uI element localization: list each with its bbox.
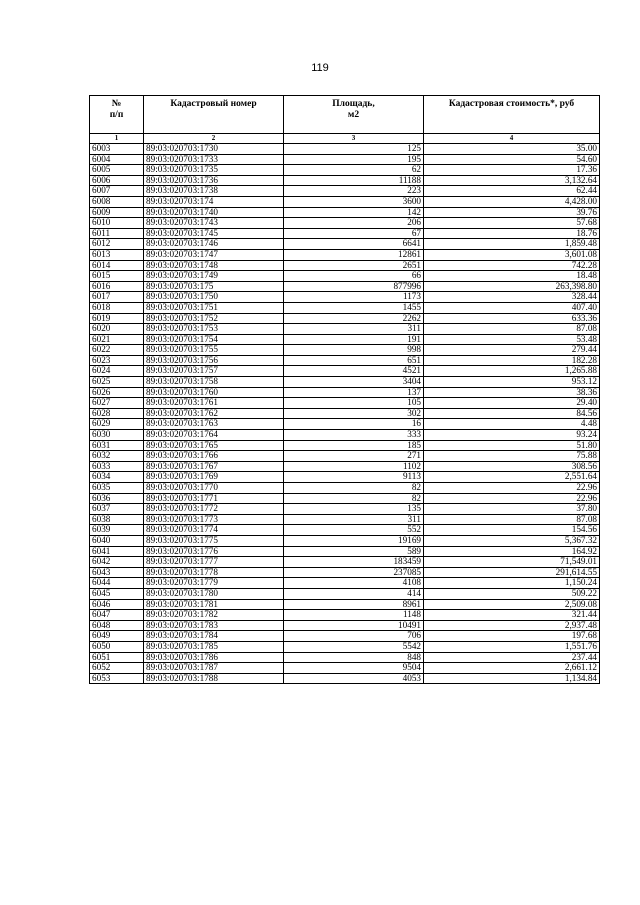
- table-row: [90, 419, 600, 430]
- table-row: [90, 588, 600, 599]
- row-number: 6011: [90, 228, 144, 239]
- cadastral-number: 89:03:020703:1745: [144, 228, 284, 239]
- cadastral-number: 89:03:020703:1764: [144, 430, 284, 441]
- header-cadastral-cost-label: Кадастровая стоимость*, руб: [448, 99, 575, 109]
- area-value: 651: [284, 355, 424, 366]
- table-row: [90, 345, 600, 356]
- table-row: [90, 377, 600, 388]
- header-row: [90, 96, 600, 134]
- area-value: 998: [284, 345, 424, 356]
- row-number: 6009: [90, 207, 144, 218]
- cadastral-table: [89, 95, 600, 684]
- cadastral-number: 89:03:020703:174: [144, 196, 284, 207]
- area-value: 8961: [284, 599, 424, 610]
- column-number-4: 4: [424, 134, 600, 144]
- table-row: [90, 451, 600, 462]
- cost-value: 154.56: [424, 525, 600, 536]
- row-number: 6017: [90, 292, 144, 303]
- table-row: [90, 387, 600, 398]
- cost-value: 263,398.80: [424, 281, 600, 292]
- cadastral-number: 89:03:020703:1762: [144, 408, 284, 419]
- table-row: [90, 461, 600, 472]
- area-value: 414: [284, 588, 424, 599]
- area-value: 3404: [284, 377, 424, 388]
- table-row: [90, 493, 600, 504]
- cost-value: 53.48: [424, 334, 600, 345]
- cost-value: 29.40: [424, 398, 600, 409]
- cadastral-number: 89:03:020703:1786: [144, 652, 284, 663]
- cost-value: 87.08: [424, 324, 600, 335]
- area-value: 848: [284, 652, 424, 663]
- cadastral-number: 89:03:020703:1773: [144, 514, 284, 525]
- cadastral-number: 89:03:020703:1754: [144, 334, 284, 345]
- table-row: [90, 313, 600, 324]
- cadastral-number: 89:03:020703:1788: [144, 673, 284, 684]
- cadastral-number: 89:03:020703:1750: [144, 292, 284, 303]
- table-row: [90, 408, 600, 419]
- cost-value: 3,601.08: [424, 249, 600, 260]
- area-value: 9504: [284, 663, 424, 674]
- table-row: [90, 557, 600, 568]
- cadastral-number: 89:03:020703:1781: [144, 599, 284, 610]
- row-number: 6042: [90, 557, 144, 568]
- cost-value: 182.28: [424, 355, 600, 366]
- cost-value: 321.44: [424, 610, 600, 621]
- cost-value: 75.88: [424, 451, 600, 462]
- row-number: 6014: [90, 260, 144, 271]
- cost-value: 84.56: [424, 408, 600, 419]
- row-number: 6026: [90, 387, 144, 398]
- table-row: [90, 641, 600, 652]
- row-number: 6007: [90, 186, 144, 197]
- row-number: 6012: [90, 239, 144, 250]
- area-value: 4108: [284, 578, 424, 589]
- table-row: [90, 504, 600, 515]
- cost-value: 953.12: [424, 377, 600, 388]
- cadastral-number: 89:03:020703:1736: [144, 175, 284, 186]
- cost-value: 197.68: [424, 631, 600, 642]
- row-number: 6015: [90, 271, 144, 282]
- area-value: 12861: [284, 249, 424, 260]
- area-value: 10491: [284, 620, 424, 631]
- cadastral-number: 89:03:020703:1730: [144, 144, 284, 155]
- table-row: [90, 228, 600, 239]
- area-value: 195: [284, 154, 424, 165]
- cadastral-number: 89:03:020703:1769: [144, 472, 284, 483]
- area-value: 877996: [284, 281, 424, 292]
- area-value: 3600: [284, 196, 424, 207]
- cadastral-number: 89:03:020703:1738: [144, 186, 284, 197]
- area-value: 4053: [284, 673, 424, 684]
- cost-value: 87.08: [424, 514, 600, 525]
- table-row: [90, 249, 600, 260]
- area-value: 223: [284, 186, 424, 197]
- table-row: [90, 324, 600, 335]
- header-area-label: Площадь, м2: [332, 99, 375, 120]
- row-number: 6016: [90, 281, 144, 292]
- cadastral-number: 89:03:020703:1748: [144, 260, 284, 271]
- area-value: 2651: [284, 260, 424, 271]
- row-number: 6044: [90, 578, 144, 589]
- table-row: [90, 514, 600, 525]
- table-body: [90, 144, 600, 684]
- cost-value: 39.76: [424, 207, 600, 218]
- cadastral-number: 89:03:020703:1749: [144, 271, 284, 282]
- cost-value: 509.22: [424, 588, 600, 599]
- row-number: 6043: [90, 567, 144, 578]
- cost-value: 57.68: [424, 218, 600, 229]
- table-row: [90, 578, 600, 589]
- area-value: 9113: [284, 472, 424, 483]
- table-row: [90, 355, 600, 366]
- row-number: 6020: [90, 324, 144, 335]
- row-number: 6035: [90, 483, 144, 494]
- cost-value: 22.96: [424, 483, 600, 494]
- table-row: [90, 271, 600, 282]
- cadastral-number: 89:03:020703:1771: [144, 493, 284, 504]
- table-row: [90, 663, 600, 674]
- cost-value: 1,150.24: [424, 578, 600, 589]
- cost-value: 35.00: [424, 144, 600, 155]
- cadastral-number: 89:03:020703:1787: [144, 663, 284, 674]
- area-value: 16: [284, 419, 424, 430]
- area-value: 6641: [284, 239, 424, 250]
- area-value: 142: [284, 207, 424, 218]
- area-value: 82: [284, 493, 424, 504]
- cadastral-number: 89:03:020703:1733: [144, 154, 284, 165]
- cost-value: 164.92: [424, 546, 600, 557]
- row-number: 6030: [90, 430, 144, 441]
- table-row: [90, 165, 600, 176]
- cadastral-number: 89:03:020703:1735: [144, 165, 284, 176]
- table-row: [90, 196, 600, 207]
- table-row: [90, 186, 600, 197]
- cost-value: 2,551.64: [424, 472, 600, 483]
- area-value: 11188: [284, 175, 424, 186]
- cadastral-number: 89:03:020703:1760: [144, 387, 284, 398]
- column-number-2: 2: [144, 134, 284, 144]
- table-row: [90, 334, 600, 345]
- row-number: 6008: [90, 196, 144, 207]
- table-row: [90, 154, 600, 165]
- row-number: 6027: [90, 398, 144, 409]
- row-number: 6046: [90, 599, 144, 610]
- cost-value: 1,551.76: [424, 641, 600, 652]
- row-number: 6034: [90, 472, 144, 483]
- row-number: 6053: [90, 673, 144, 684]
- cost-value: 17.36: [424, 165, 600, 176]
- area-value: 82: [284, 483, 424, 494]
- area-value: 237085: [284, 567, 424, 578]
- cadastral-number: 89:03:020703:1772: [144, 504, 284, 515]
- cadastral-number: 89:03:020703:1766: [144, 451, 284, 462]
- cost-value: 633.36: [424, 313, 600, 324]
- table-row: [90, 292, 600, 303]
- area-value: 19169: [284, 535, 424, 546]
- area-value: 311: [284, 514, 424, 525]
- table-row: [90, 398, 600, 409]
- area-value: 302: [284, 408, 424, 419]
- area-value: 67: [284, 228, 424, 239]
- area-value: 135: [284, 504, 424, 515]
- area-value: 589: [284, 546, 424, 557]
- area-value: 191: [284, 334, 424, 345]
- area-value: 137: [284, 387, 424, 398]
- row-number: 6036: [90, 493, 144, 504]
- row-number: 6019: [90, 313, 144, 324]
- row-number: 6024: [90, 366, 144, 377]
- area-value: 1102: [284, 461, 424, 472]
- cadastral-number: 89:03:020703:1783: [144, 620, 284, 631]
- cadastral-number: 89:03:020703:1753: [144, 324, 284, 335]
- cadastral-number: 89:03:020703:1767: [144, 461, 284, 472]
- table-row: [90, 535, 600, 546]
- header-number-label: № п/п: [109, 99, 124, 120]
- cadastral-number: 89:03:020703:175: [144, 281, 284, 292]
- header-cadastral-cost: [424, 96, 600, 134]
- row-number: 6025: [90, 377, 144, 388]
- table-row: [90, 652, 600, 663]
- row-number: 6032: [90, 451, 144, 462]
- row-number: 6038: [90, 514, 144, 525]
- table-row: [90, 483, 600, 494]
- row-number: 6045: [90, 588, 144, 599]
- cadastral-number: 89:03:020703:1756: [144, 355, 284, 366]
- cost-value: 71,549.01: [424, 557, 600, 568]
- cadastral-number: 89:03:020703:1775: [144, 535, 284, 546]
- row-number: 6037: [90, 504, 144, 515]
- header-number: [90, 96, 144, 134]
- cost-value: 93.24: [424, 430, 600, 441]
- cost-value: 279.44: [424, 345, 600, 356]
- table-row: [90, 673, 600, 684]
- cost-value: 3,132.64: [424, 175, 600, 186]
- cadastral-number: 89:03:020703:1743: [144, 218, 284, 229]
- area-value: 185: [284, 440, 424, 451]
- row-number: 6023: [90, 355, 144, 366]
- cadastral-number: 89:03:020703:1779: [144, 578, 284, 589]
- table-row: [90, 567, 600, 578]
- area-value: 1173: [284, 292, 424, 303]
- area-value: 125: [284, 144, 424, 155]
- header-cadastral-number: [144, 96, 284, 134]
- cadastral-number: 89:03:020703:1752: [144, 313, 284, 324]
- area-value: 706: [284, 631, 424, 642]
- cadastral-number: 89:03:020703:1774: [144, 525, 284, 536]
- area-value: 1455: [284, 302, 424, 313]
- cadastral-number: 89:03:020703:1757: [144, 366, 284, 377]
- area-value: 66: [284, 271, 424, 282]
- cadastral-number: 89:03:020703:1785: [144, 641, 284, 652]
- row-number: 6051: [90, 652, 144, 663]
- table-row: [90, 366, 600, 377]
- header-cadastral-number-label: Кадастровый номер: [170, 99, 257, 109]
- cost-value: 2,937.48: [424, 620, 600, 631]
- area-value: 183459: [284, 557, 424, 568]
- row-number: 6010: [90, 218, 144, 229]
- cadastral-number: 89:03:020703:1778: [144, 567, 284, 578]
- table-row: [90, 472, 600, 483]
- cost-value: 328.44: [424, 292, 600, 303]
- row-number: 6040: [90, 535, 144, 546]
- cadastral-number: 89:03:020703:1782: [144, 610, 284, 621]
- cost-value: 237.44: [424, 652, 600, 663]
- row-number: 6048: [90, 620, 144, 631]
- cadastral-number: 89:03:020703:1777: [144, 557, 284, 568]
- cost-value: 18.48: [424, 271, 600, 282]
- area-value: 271: [284, 451, 424, 462]
- cost-value: 1,859.48: [424, 239, 600, 250]
- area-value: 105: [284, 398, 424, 409]
- cadastral-number: 89:03:020703:1740: [144, 207, 284, 218]
- table-row: [90, 631, 600, 642]
- cost-value: 2,661.12: [424, 663, 600, 674]
- area-value: 62: [284, 165, 424, 176]
- row-number: 6031: [90, 440, 144, 451]
- row-number: 6021: [90, 334, 144, 345]
- row-number: 6003: [90, 144, 144, 155]
- table-row: [90, 239, 600, 250]
- cost-value: 2,509.08: [424, 599, 600, 610]
- cost-value: 308.56: [424, 461, 600, 472]
- area-value: 5542: [284, 641, 424, 652]
- cost-value: 54.60: [424, 154, 600, 165]
- cost-value: 4,428.00: [424, 196, 600, 207]
- cadastral-number: 89:03:020703:1747: [144, 249, 284, 260]
- cadastral-number: 89:03:020703:1746: [144, 239, 284, 250]
- table-row: [90, 207, 600, 218]
- table-row: [90, 175, 600, 186]
- row-number: 6013: [90, 249, 144, 260]
- cadastral-number: 89:03:020703:1784: [144, 631, 284, 642]
- cadastral-number: 89:03:020703:1770: [144, 483, 284, 494]
- cadastral-number: 89:03:020703:1761: [144, 398, 284, 409]
- cost-value: 22.96: [424, 493, 600, 504]
- row-number: 6047: [90, 610, 144, 621]
- area-value: 206: [284, 218, 424, 229]
- cadastral-number: 89:03:020703:1763: [144, 419, 284, 430]
- cost-value: 62.44: [424, 186, 600, 197]
- row-number: 6029: [90, 419, 144, 430]
- column-number-3: 3: [284, 134, 424, 144]
- row-number: 6050: [90, 641, 144, 652]
- table-header: [90, 96, 600, 144]
- row-number: 6018: [90, 302, 144, 313]
- column-number-1: 1: [90, 134, 144, 144]
- row-number: 6004: [90, 154, 144, 165]
- cadastral-number: 89:03:020703:1776: [144, 546, 284, 557]
- column-number-row: [90, 134, 600, 144]
- row-number: 6022: [90, 345, 144, 356]
- table-row: [90, 430, 600, 441]
- cadastral-number: 89:03:020703:1765: [144, 440, 284, 451]
- area-value: 552: [284, 525, 424, 536]
- table-row: [90, 620, 600, 631]
- table-row: [90, 599, 600, 610]
- row-number: 6005: [90, 165, 144, 176]
- cost-value: 1,134.84: [424, 673, 600, 684]
- cost-value: 1,265.88: [424, 366, 600, 377]
- table-row: [90, 546, 600, 557]
- cost-value: 37.80: [424, 504, 600, 515]
- cost-value: 18.76: [424, 228, 600, 239]
- cost-value: 4.48: [424, 419, 600, 430]
- row-number: 6028: [90, 408, 144, 419]
- table-row: [90, 281, 600, 292]
- area-value: 2262: [284, 313, 424, 324]
- cadastral-number: 89:03:020703:1758: [144, 377, 284, 388]
- table-row: [90, 144, 600, 155]
- table-row: [90, 525, 600, 536]
- row-number: 6039: [90, 525, 144, 536]
- table-row: [90, 260, 600, 271]
- table-row: [90, 610, 600, 621]
- row-number: 6049: [90, 631, 144, 642]
- cost-value: 742.28: [424, 260, 600, 271]
- table-row: [90, 218, 600, 229]
- row-number: 6052: [90, 663, 144, 674]
- cost-value: 407.40: [424, 302, 600, 313]
- table-row: [90, 302, 600, 313]
- area-value: 311: [284, 324, 424, 335]
- page-number: 119: [311, 62, 329, 74]
- cadastral-number: 89:03:020703:1755: [144, 345, 284, 356]
- cadastral-number: 89:03:020703:1751: [144, 302, 284, 313]
- row-number: 6033: [90, 461, 144, 472]
- area-value: 4521: [284, 366, 424, 377]
- header-area: [284, 96, 424, 134]
- cost-value: 5,367.32: [424, 535, 600, 546]
- cost-value: 38.36: [424, 387, 600, 398]
- cadastral-number: 89:03:020703:1780: [144, 588, 284, 599]
- row-number: 6006: [90, 175, 144, 186]
- row-number: 6041: [90, 546, 144, 557]
- area-value: 1148: [284, 610, 424, 621]
- table-row: [90, 440, 600, 451]
- area-value: 333: [284, 430, 424, 441]
- cost-value: 291,614.55: [424, 567, 600, 578]
- cost-value: 51.80: [424, 440, 600, 451]
